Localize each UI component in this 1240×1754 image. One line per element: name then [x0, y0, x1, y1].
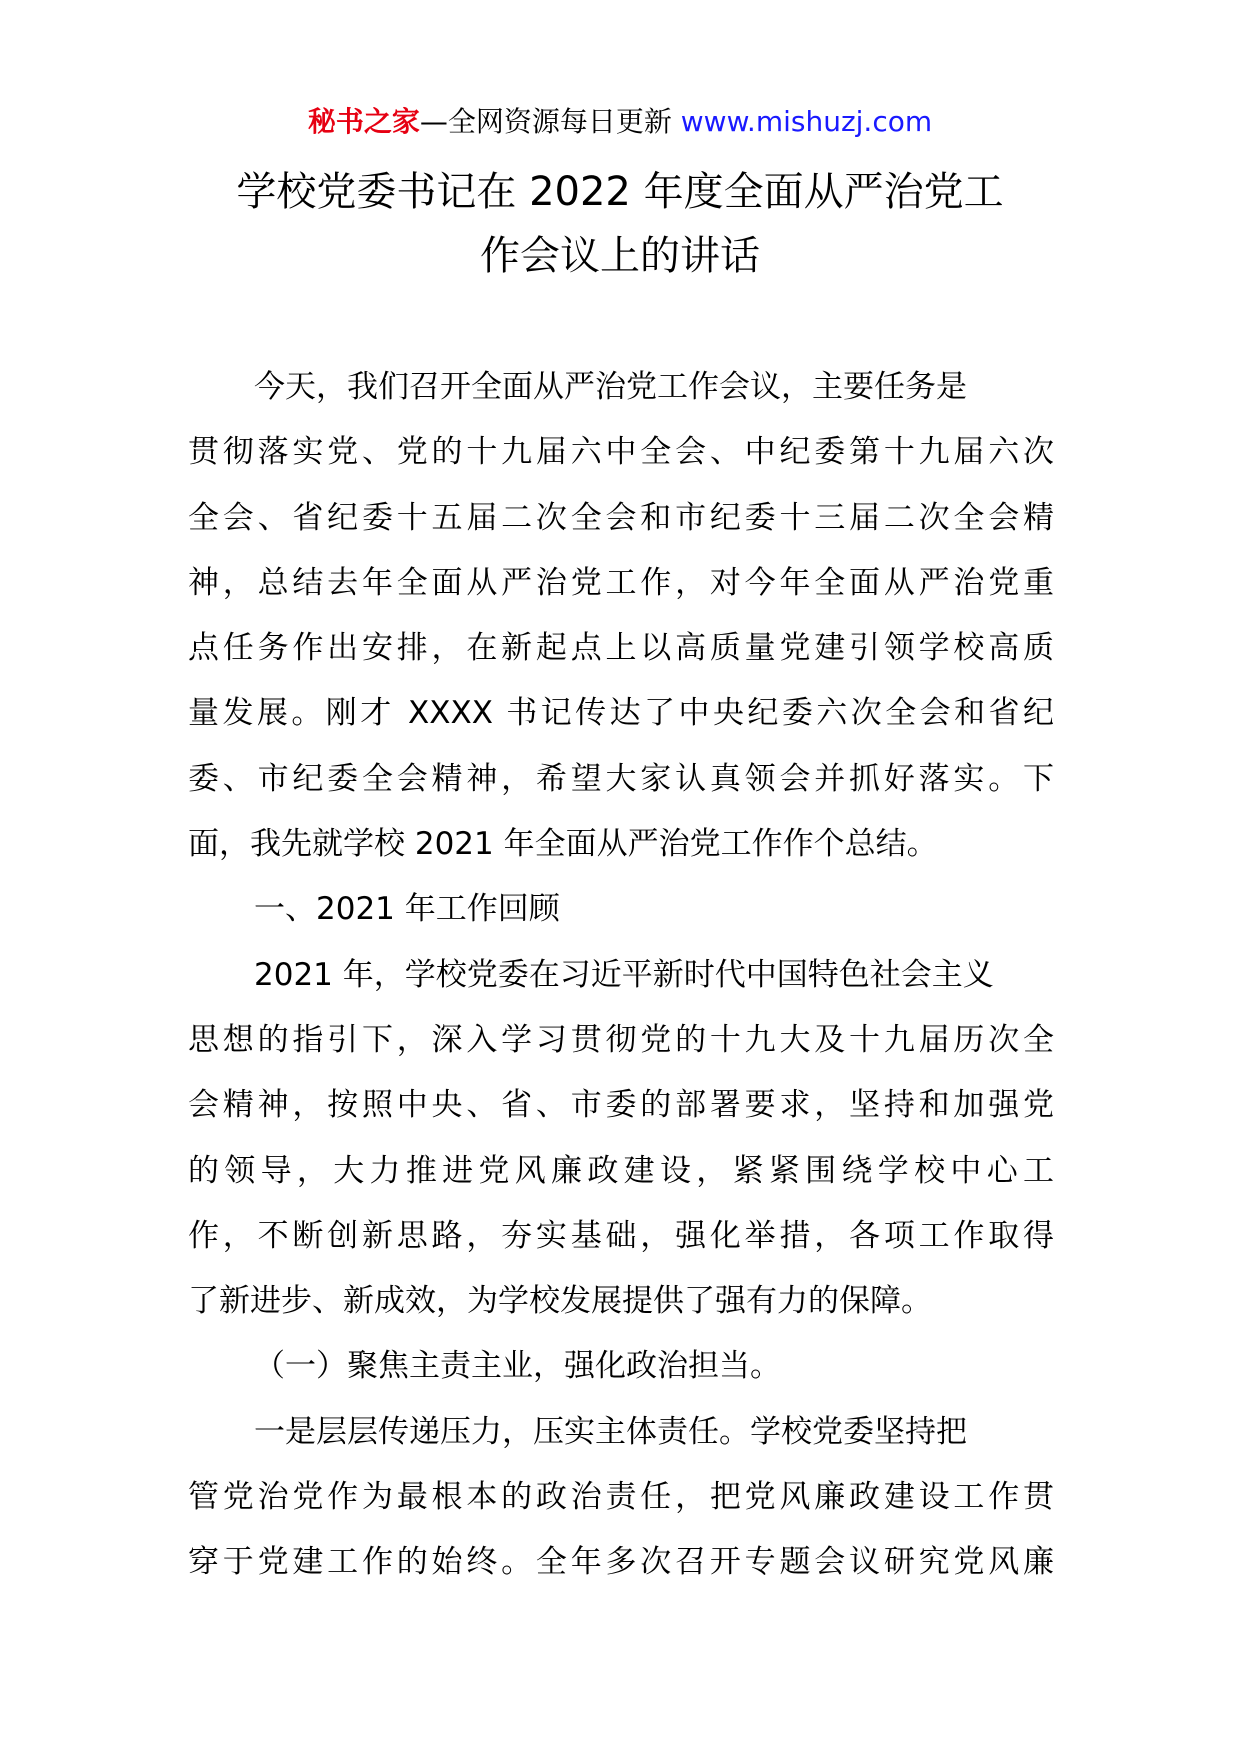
body-line: 管党治党作为最根本的政治责任，把党风廉政建设工作贯: [188, 1479, 1054, 1516]
brand-name: 秘书之家: [307, 105, 420, 138]
body-line: 贯彻落实党、党的十九届六中全会、中纪委第十九届六次: [188, 434, 1054, 471]
body-line: 穿于党建工作的始终。全年多次召开专题会议研究党风廉: [188, 1544, 1054, 1581]
body-line: 全会、省纪委十五届二次全会和市纪委十三届二次全会精: [188, 499, 1054, 536]
body-line: 会精神，按照中央、省、市委的部署要求，坚持和加强党: [188, 1087, 1054, 1124]
section-heading: 一、2021 年工作回顾: [254, 891, 560, 928]
body-line: 2021 年，学校党委在习近平新时代中国特色社会主义: [254, 956, 994, 993]
site-header: [0, 102, 1240, 142]
subsection-heading: （一）聚焦主责主业，强化政治担当。: [254, 1348, 781, 1385]
document-body: [188, 355, 1054, 1596]
body-line: 思想的指引下，深入学习贯彻党的十九大及十九届历次全: [188, 1021, 1054, 1058]
header-slogan: —全网资源每日更新: [419, 105, 681, 138]
body-line: 今天，我们召开全面从严治党工作会议，主要任务是: [254, 369, 967, 405]
title-line-2: 作会议上的讲话: [480, 233, 760, 279]
body-line: 量发展。刚才 XXXX 书记传达了中央纪委六次全会和省纪: [188, 695, 1054, 732]
document-title: [150, 160, 1090, 288]
body-line: 作，不断创新思路，夯实基础，强化举措，各项工作取得: [188, 1217, 1054, 1254]
body-line: 神，总结去年全面从严治党工作，对今年全面从严治党重: [188, 564, 1054, 601]
title-line-1: 学校党委书记在 2022 年度全面从严治党工: [236, 169, 1004, 215]
body-line: 点任务作出安排，在新起点上以高质量党建引领学校高质: [188, 630, 1054, 667]
body-line: 面，我先就学校 2021 年全面从严治党工作作个总结。: [188, 826, 938, 863]
body-line: 一是层层传递压力，压实主体责任。学校党委坚持把: [254, 1413, 967, 1450]
body-line: 了新进步、新成效，为学校发展提供了强有力的保障。: [188, 1283, 932, 1320]
site-url[interactable]: www.mishuzj.com: [680, 105, 933, 138]
body-line: 的领导，大力推进党风廉政建设，紧紧围绕学校中心工: [188, 1152, 1054, 1189]
body-line: 委、市纪委全会精神，希望大家认真领会并抓好落实。下: [188, 760, 1054, 797]
